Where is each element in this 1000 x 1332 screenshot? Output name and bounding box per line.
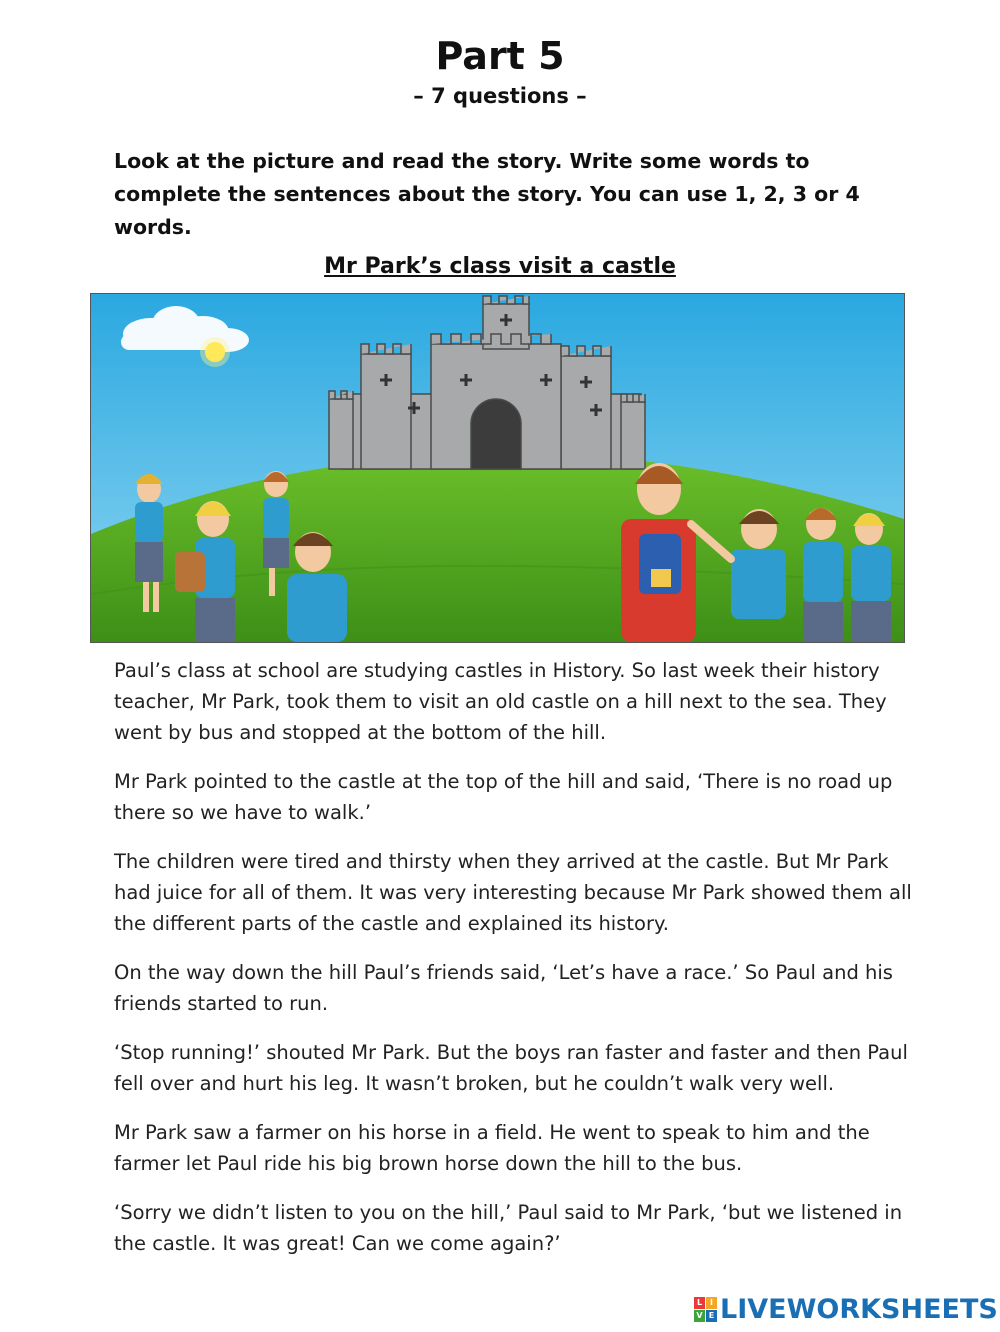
page-subtitle: – 7 questions –: [413, 84, 587, 108]
liveworksheets-logo-icon: L I V E: [694, 1297, 718, 1323]
story-paragraph-6: Mr Park saw a farmer on his horse in a field. He went to speak to him and the farmer let Paul ride his big brown horse down the hill to the bus.: [114, 1121, 870, 1175]
story-paragraph-1: Paul’s class at school are studying castles in History. So last week their history teacher, Mr Park, took them to visit an old castle on a hill next to the sea. They went by bus and stopped at the bottom of the hill.: [114, 659, 887, 744]
story-paragraph-7: ‘Sorry we didn’t listen to you on the hill,’ Paul said to Mr Park, ‘but we listened in the castle. It was great! Can we come again?’: [114, 1201, 903, 1255]
page-title: Part 5: [435, 34, 565, 78]
story-title: Mr Park’s class visit a castle: [324, 254, 676, 279]
story-text: [114, 655, 914, 1277]
story-paragraph-3: The children were tired and thirsty when they arrived at the castle. But Mr Park had juice for all of them. It was very interesting because Mr Park showed them all the different parts of the castle and explained its history.: [114, 850, 912, 935]
story-paragraph-2: Mr Park pointed to the castle at the top of the hill and said, ‘There is no road up there so we have to walk.’: [114, 770, 893, 824]
castle-scene-image: [91, 294, 904, 642]
sun-icon: [200, 337, 230, 367]
story-paragraph-5: ‘Stop running!’ shouted Mr Park. But the boys ran faster and faster and then Paul fell over and hurt his leg. It wasn’t broken, but he couldn’t walk very well.: [114, 1041, 908, 1095]
instructions: Look at the picture and read the story. Write some words to complete the sentences about the story. You can use 1, 2, 3 or 4 words.: [114, 149, 860, 239]
liveworksheets-wordmark: LIVEWORKSHEETS: [720, 1294, 998, 1325]
story-paragraph-4: On the way down the hill Paul’s friends said, ‘Let’s have a race.’ So Paul and his friends started to run.: [114, 961, 893, 1015]
story-illustration: [90, 293, 905, 643]
liveworksheets-logo: [694, 1294, 998, 1326]
